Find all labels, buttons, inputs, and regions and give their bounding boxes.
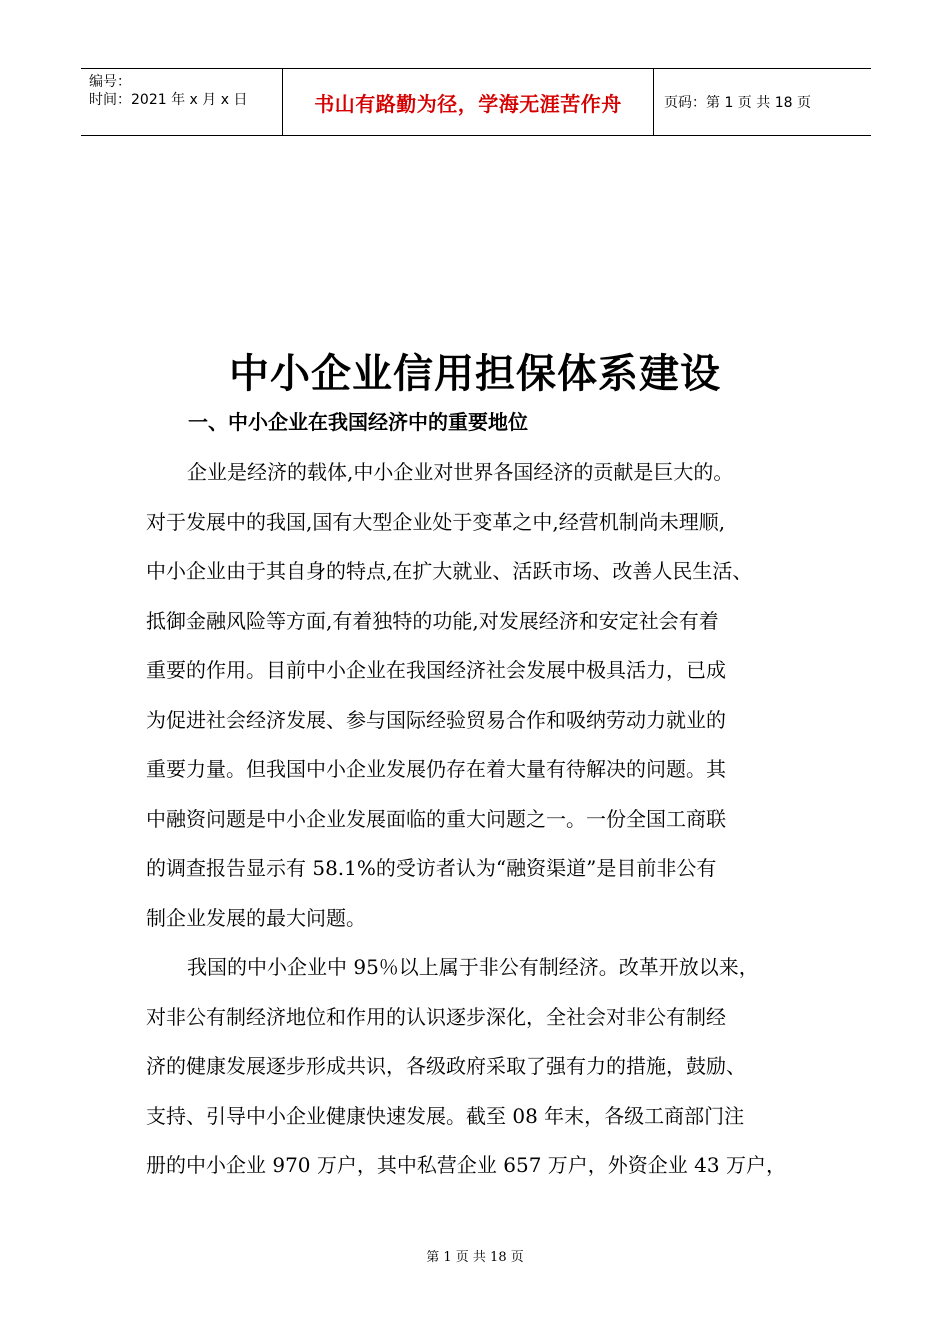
paragraph-line: 制企业发展的最大问题。 xyxy=(146,905,366,930)
header-motto-cell xyxy=(282,69,654,135)
paragraph-2 xyxy=(146,943,836,1191)
paragraph-line: 对于发展中的我国,国有大型企业处于变革之中,经营机制尚未理顺, xyxy=(146,509,726,534)
paragraph-line: 我国的中小企业中 95％以上属于非公有制经济。改革开放以来， xyxy=(187,955,759,979)
paragraph-line: 为促进社会经济发展、参与国际经验贸易合作和吸纳劳动力就业的 xyxy=(146,707,726,732)
page-header xyxy=(81,68,871,136)
paragraph-line: 企业是经济的载体,中小企业对世界各国经济的贡献是巨大的。 xyxy=(187,460,734,484)
header-meta xyxy=(81,69,282,135)
section-heading: 一、中小企业在我国经济中的重要地位 xyxy=(188,410,528,434)
page-footer: 第 1 页 共 18 页 xyxy=(426,1250,524,1265)
paragraph-line: 的调查报告显示有 58.1%的受访者认为“融资渠道”是目前非公有 xyxy=(146,856,717,880)
document-number-label: 编号： xyxy=(89,74,131,90)
header-motto: 书山有路勤为径，学海无涯苦作舟 xyxy=(314,91,622,116)
header-page-info: 页码：第 1 页 共 18 页 xyxy=(664,95,811,111)
paragraph-line: 支持、引导中小企业健康快速发展。截至 08 年末，各级工商部门注 xyxy=(146,1103,745,1128)
paragraph-line: 济的健康发展逐步形成共识，各级政府采取了强有力的措施，鼓励、 xyxy=(146,1054,746,1078)
header-page-info-cell xyxy=(654,69,871,135)
paragraph-1 xyxy=(146,448,836,943)
paragraph-line: 对非公有制经济地位和作用的认识逐步深化，全社会对非公有制经 xyxy=(146,1004,726,1029)
paragraph-line: 重要的作用。目前中小企业在我国经济社会发展中极具活力，已成 xyxy=(146,658,726,682)
document-body xyxy=(146,448,836,1191)
paragraph-line: 抵御金融风险等方面,有着独特的功能,对发展经济和安定社会有着 xyxy=(146,608,719,633)
document-title: 中小企业信用担保体系建设 xyxy=(229,350,721,397)
document-date-label: 时间：2021 年 x 月 x 日 xyxy=(89,92,248,108)
paragraph-line: 册的中小企业 970 万户，其中私营企业 657 万户，外资企业 43 万户， xyxy=(146,1153,786,1177)
paragraph-line: 中融资问题是中小企业发展面临的重大问题之一。一份全国工商联 xyxy=(146,806,726,831)
paragraph-line: 重要力量。但我国中小企业发展仍存在着大量有待解决的问题。其 xyxy=(146,757,726,781)
paragraph-line: 中小企业由于其自身的特点,在扩大就业、活跃市场、改善人民生活、 xyxy=(146,559,753,583)
